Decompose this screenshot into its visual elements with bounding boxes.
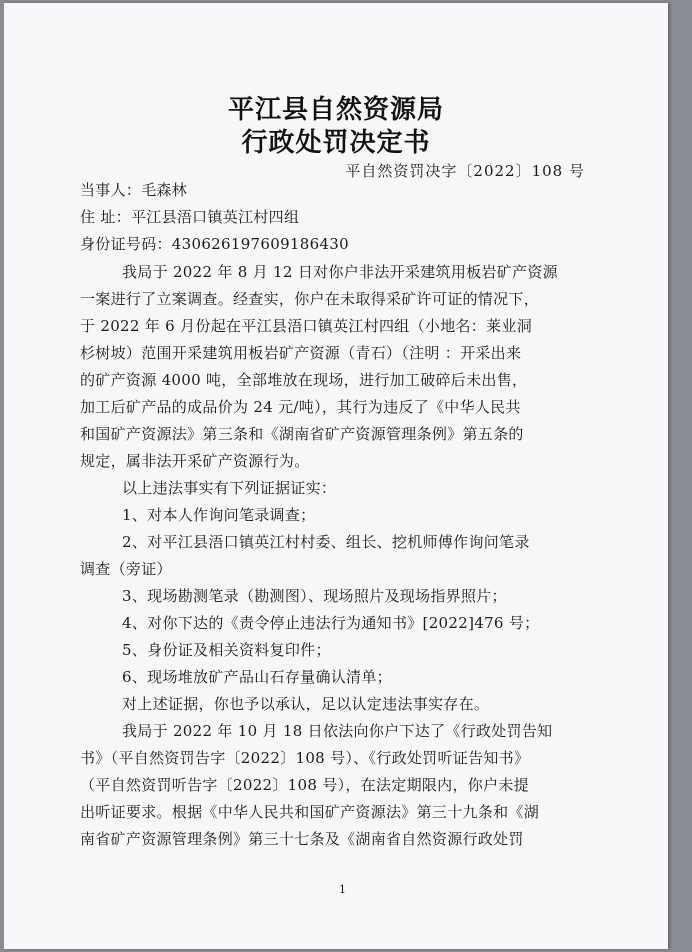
address-line: 住 址：平江县浯口镇英江村四组	[80, 208, 300, 226]
body-line: 规定，属非法开采矿产资源行为。	[80, 452, 310, 470]
evidence-item: 4、对你下达的《责令停止违法行为通知书》[2022]476 号；	[122, 614, 540, 632]
document-title-line2: 行政处罚决定书	[241, 128, 431, 158]
evidence-item: 5、身份证及相关资料复印件；	[122, 641, 331, 659]
body-line: 杉树坡）范围开采建筑用板岩矿产资源（青石）（注明 ：开采出来	[80, 344, 522, 362]
body-line: 和国矿产资源法》第三条和《湖南省矿产资源管理条例》第五条的	[80, 425, 524, 443]
evidence-item-continued: 调查（旁证）	[80, 560, 172, 578]
body-line: 我局于 2022 年 8 月 12 日对你户非法开采建筑用板岩矿产资源	[122, 263, 558, 281]
body-line: 加工后矿产品的成品价为 24 元/吨），其行为违反了《中华人民共	[80, 398, 521, 416]
party-name-line: 当事人：毛森林	[80, 181, 188, 199]
body-line: 一案进行了立案调查。经查实，你户在未取得采矿许可证的情况下，	[80, 290, 540, 308]
body-line: 的矿产资源 4000 吨，全部堆放在现场，进行加工破碎后未出售，	[80, 371, 528, 389]
evidence-intro-line: 以上违法事实有下列证据证实：	[122, 479, 337, 497]
body-line: 南省矿产资源管理条例》第三十七条及《湖南省自然资源行政处罚	[80, 830, 524, 848]
body-line: 于 2022 年 6 月份起在平江县浯口镇英江村四组（小地名：莱业洞	[80, 317, 532, 335]
body-line: 出听证要求。根据《中华人民共和国矿产资源法》第三十九条和《湖	[80, 803, 540, 821]
evidence-item: 3、现场勘测笔录（勘测图）、现场照片及现场指界照片；	[122, 587, 507, 605]
id-number-line: 身份证号码：430626197609186430	[80, 235, 349, 253]
evidence-item: 2、对平江县浯口镇英江村村委、组长、挖机师傅作询问笔录	[122, 533, 530, 551]
evidence-item: 6、现场堆放矿产品山石存量确认清单；	[122, 668, 392, 686]
body-line: 对上述证据，你也予以承认，足以认定违法事实存在。	[122, 695, 490, 713]
body-line: 书》（平自然资罚告字〔2022〕108 号）、《行政处罚听证告知书》	[80, 749, 530, 767]
document-number: 平自然资罚决字〔2022〕108 号	[345, 162, 585, 180]
document-title-line1: 平江县自然资源局	[227, 95, 444, 125]
document-page	[4, 3, 668, 949]
body-line: （平自然资罚听告字〔2022〕108 号），在法定期限内，你户未提	[80, 776, 529, 794]
evidence-item: 1、对本人作询问笔录调查；	[122, 506, 316, 524]
page-number: 1	[339, 883, 346, 896]
body-line: 我局于 2022 年 10 月 18 日依法向你户下达了《行政处罚告知	[122, 722, 553, 740]
